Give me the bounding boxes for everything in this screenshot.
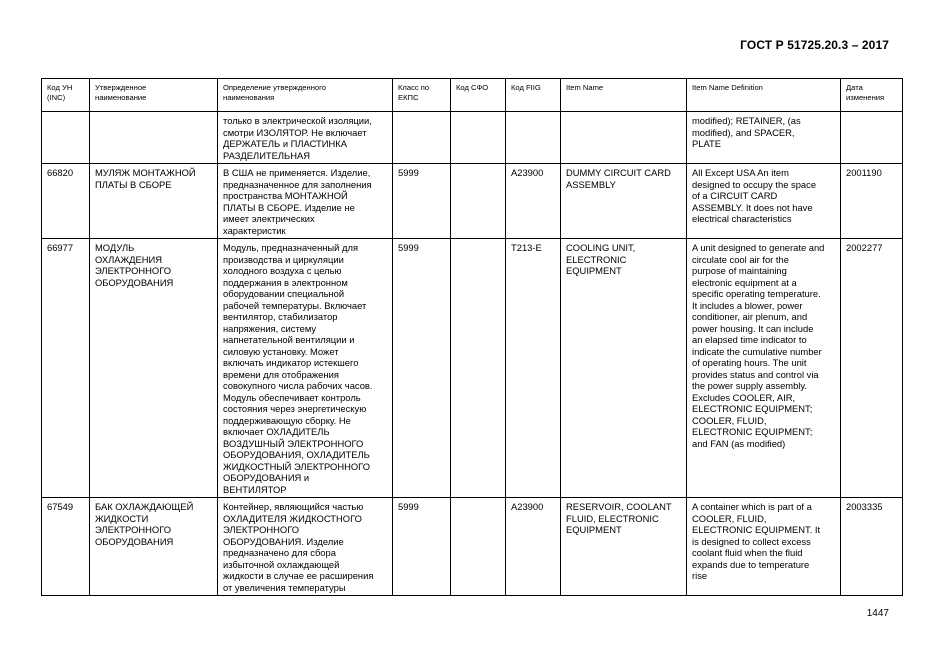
cell-fiig-code (506, 112, 561, 164)
cell-approved-name: БАК ОХЛАЖДАЮЩЕЙ ЖИДКОСТИ ЭЛЕКТРОННОГО ОБОРУДОВАНИЯ (90, 498, 218, 596)
column-header-inc: Код УН (INC) (42, 79, 90, 112)
cell-item-name: RESERVOIR, COOLANT FLUID, ELECTRONIC EQUIPMENT (561, 498, 687, 596)
cell-ekps-class: 5999 (393, 239, 451, 498)
table-row (42, 164, 903, 239)
cell-change-date: 2003335 (841, 498, 903, 596)
cell-item-name-definition: All Except USA An item designed to occupy the space of a CIRCUIT CARD ASSEMBLY. It does not have electrical characteristics (687, 164, 841, 239)
document-standard-code: ГОСТ Р 51725.20.3 – 2017 (740, 38, 889, 52)
cell-ekps-class: 5999 (393, 164, 451, 239)
column-header-item-name: Item Name (561, 79, 687, 112)
cell-approved-name (90, 112, 218, 164)
table-row (42, 112, 903, 164)
column-header-change-date: Дата изменения (841, 79, 903, 112)
cell-ekps-class: 5999 (393, 498, 451, 596)
cell-item-name: COOLING UNIT, ELECTRONIC EQUIPMENT (561, 239, 687, 498)
cell-inc: 67549 (42, 498, 90, 596)
cell-fiig-code: A23900 (506, 498, 561, 596)
cell-sfo-code (451, 112, 506, 164)
cell-fiig-code: T213-E (506, 239, 561, 498)
cell-inc: 66977 (42, 239, 90, 498)
column-header-approved-name: Утвержденное наименование (90, 79, 218, 112)
column-header-definition: Определение утвержденного наименования (218, 79, 393, 112)
cell-sfo-code (451, 164, 506, 239)
cell-inc: 66820 (42, 164, 90, 239)
cell-definition: только в электрической изоляции, смотри ИЗОЛЯТОР. Не включает ДЕРЖАТЕЛЬ и ПЛАСТИНКА РАЗДЕЛИТЕЛЬНАЯ (218, 112, 393, 164)
table-row (42, 239, 903, 498)
cell-fiig-code: A23900 (506, 164, 561, 239)
cell-item-name (561, 112, 687, 164)
cell-approved-name: МОДУЛЬ ОХЛАЖДЕНИЯ ЭЛЕКТРОННОГО ОБОРУДОВАНИЯ (90, 239, 218, 498)
page-number: 1447 (866, 608, 889, 619)
table-header-row (42, 79, 903, 112)
cell-ekps-class (393, 112, 451, 164)
table-row (42, 498, 903, 596)
cell-definition: Контейнер, являющийся частью ОХЛАДИТЕЛЯ ЖИДКОСТНОГО ЭЛЕКТРОННОГО ОБОРУДОВАНИЯ. Изделие предназначено для сбора избыточной охлаждающей жидкости в случае ее расширения от увеличения температуры (218, 498, 393, 596)
cell-change-date: 2002277 (841, 239, 903, 498)
cell-change-date (841, 112, 903, 164)
cell-definition: В США не применяется. Изделие, предназначенное для заполнения пространства МОНТАЖНОЙ ПЛАТЫ В СБОРЕ. Изделие не имеет электрических характеристик (218, 164, 393, 239)
cell-approved-name: МУЛЯЖ МОНТАЖНОЙ ПЛАТЫ В СБОРЕ (90, 164, 218, 239)
cell-item-name-definition: modified); RETAINER, (as modified), and SPACER, PLATE (687, 112, 841, 164)
cell-change-date: 2001190 (841, 164, 903, 239)
column-header-ekps-class: Класс по ЕКПС (393, 79, 451, 112)
items-table (41, 78, 903, 596)
cell-item-name-definition: A container which is part of a COOLER, FLUID, ELECTRONIC EQUIPMENT. It is designed to collect excess coolant fluid when the fluid expands due to temperature rise (687, 498, 841, 596)
cell-sfo-code (451, 239, 506, 498)
cell-item-name-definition: A unit designed to generate and circulate cool air for the purpose of maintaining electronic equipment at a specific operating temperature. It includes a blower, power conditioner, air plenum, and power housing. It can include an elapsed time indicator to indicate the cumulative number of operating hours. The unit provides status and control via the power supply assembly. Excludes COOLER, AIR, ELECTRONIC EQUIPMENT; COOLER, FLUID, ELECTRONIC EQUIPMENT; and FAN (as modified) (687, 239, 841, 498)
column-header-fiig-code: Код FIIG (506, 79, 561, 112)
cell-item-name: DUMMY CIRCUIT CARD ASSEMBLY (561, 164, 687, 239)
column-header-item-name-definition: Item Name Definition (687, 79, 841, 112)
cell-inc (42, 112, 90, 164)
cell-definition: Модуль, предназначенный для производства и циркуляции холодного воздуха с целью поддержания в электронном оборудовании специальной рабочей температуры. Включает вентилятор, стабилизатор напряжения, систему напнетательной вентиляции и силовую установку. Может включать индикатор истекшего времени для отображения совокупного числа рабочих часов. Модуль обеспечивает контроль состояния через энергетическую поддерживающую сборку. Не включает ОХЛАДИТЕЛЬ ВОЗДУШНЫЙ ЭЛЕКТРОННОГО ОБОРУДОВАНИЯ, ОХЛАДИТЕЛЬ ЖИДКОСТНЫЙ ЭЛЕКТРОННОГО ОБОРУДОВАНИЯ и ВЕНТИЛЯТОР (218, 239, 393, 498)
column-header-sfo-code: Код СФО (451, 79, 506, 112)
cell-sfo-code (451, 498, 506, 596)
